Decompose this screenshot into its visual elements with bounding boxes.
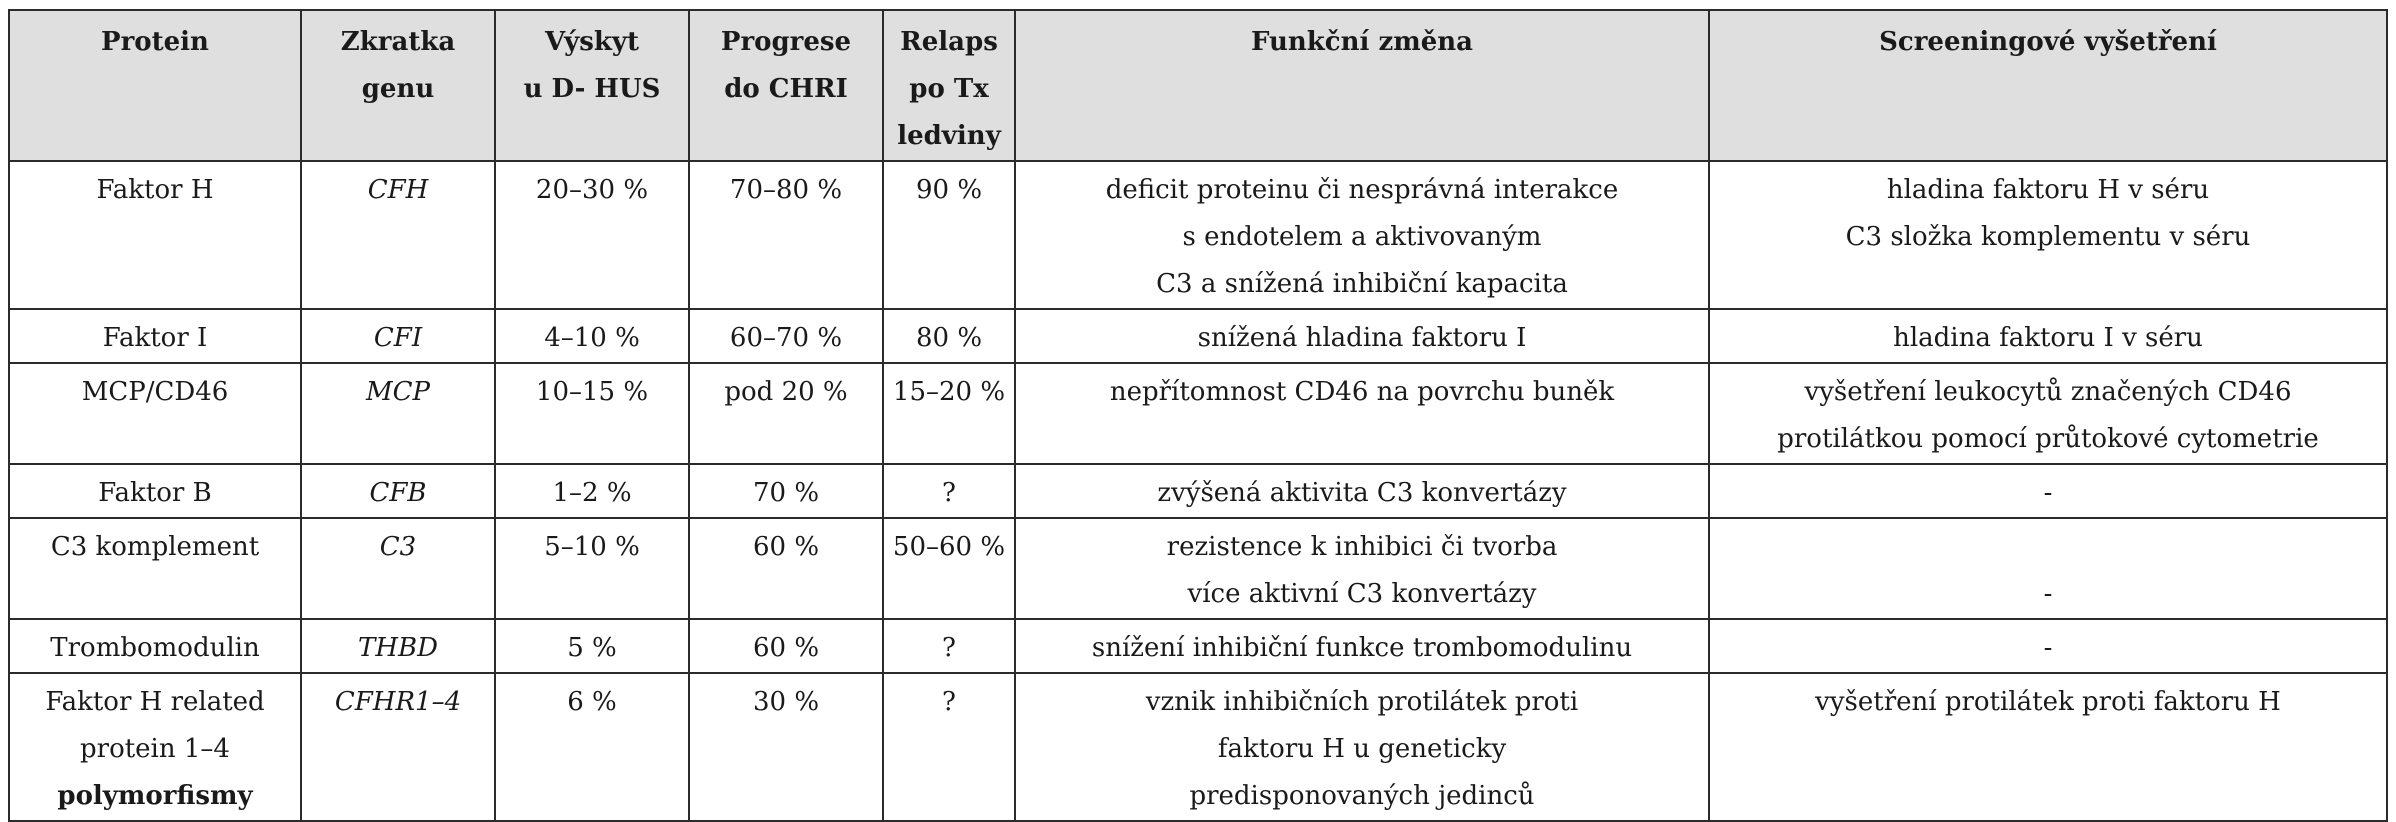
table-row <box>9 464 2387 518</box>
cell-gene: C3 <box>301 518 495 619</box>
table-row <box>9 518 2387 619</box>
cell-screening <box>1709 161 2387 309</box>
cell-function <box>1015 309 1709 363</box>
cell-line: rezistence k inhibici či tvorba <box>1166 532 1558 562</box>
cell-line: nepřítomnost CD46 na povrchu buněk <box>1109 377 1615 407</box>
cell-function <box>1015 619 1709 673</box>
header-line: Progrese <box>720 27 852 57</box>
header-protein <box>9 10 301 161</box>
table-row <box>9 161 2387 309</box>
cell-progression: 70 % <box>689 464 883 518</box>
cell-line: Faktor H <box>96 175 214 205</box>
header-gene <box>301 10 495 161</box>
cell-line: s endotelem a aktivovaným <box>1182 222 1542 252</box>
cell-relapse: 80 % <box>883 309 1015 363</box>
cell-incidence: 1–2 % <box>495 464 689 518</box>
header-line: Funkční změna <box>1250 27 1474 57</box>
cell-line: vyšetření protilátek proti faktoru H <box>1815 687 2281 717</box>
cell-protein <box>9 673 301 821</box>
cell-relapse: 90 % <box>883 161 1015 309</box>
cell-line: Faktor I <box>102 323 208 353</box>
header-line: do CHRI <box>724 74 848 104</box>
cell-line: polymorfismy <box>57 781 253 811</box>
cell-protein <box>9 464 301 518</box>
cell-incidence: 6 % <box>495 673 689 821</box>
cell-function <box>1015 161 1709 309</box>
header-row <box>9 10 2387 161</box>
header-function <box>1015 10 1709 161</box>
cell-line: MCP/CD46 <box>81 377 229 407</box>
header-line: Výskyt <box>545 27 639 57</box>
header-line: Relaps <box>900 27 998 57</box>
cell-gene: CFB <box>301 464 495 518</box>
cell-relapse: ? <box>883 673 1015 821</box>
cell-gene: CFI <box>301 309 495 363</box>
cell-line: - <box>2043 579 2053 609</box>
cell-screening <box>1709 363 2387 464</box>
cell-progression: 60 % <box>689 518 883 619</box>
cell-screening <box>1709 673 2387 821</box>
header-line: po Tx <box>909 74 989 104</box>
cell-screening <box>1709 309 2387 363</box>
cell-line: hladina faktoru I v séru <box>1893 323 2203 353</box>
cell-line: protilátkou pomocí průtokové cytometrie <box>1777 424 2319 454</box>
cell-progression: 70–80 % <box>689 161 883 309</box>
header-line: ledviny <box>897 121 1001 151</box>
cell-line: deficit proteinu či nesprávná interakce <box>1105 175 1619 205</box>
table-row <box>9 309 2387 363</box>
cell-line: C3 složka komplementu v séru <box>1845 222 2251 252</box>
cell-screening <box>1709 464 2387 518</box>
cell-function <box>1015 518 1709 619</box>
header-progression <box>689 10 883 161</box>
cell-screening <box>1709 518 2387 619</box>
cell-relapse: 50–60 % <box>883 518 1015 619</box>
table-row <box>9 673 2387 821</box>
cell-line: Trombomodulin <box>50 633 260 663</box>
cell-progression: 60–70 % <box>689 309 883 363</box>
table-row <box>9 363 2387 464</box>
header-line: u D- HUS <box>523 74 661 104</box>
cell-relapse: 15–20 % <box>883 363 1015 464</box>
header-line: genu <box>361 74 435 104</box>
cell-line: snížení inhibiční funkce trombomodulinu <box>1091 633 1633 663</box>
cell-function <box>1015 673 1709 821</box>
cell-function <box>1015 363 1709 464</box>
cell-line: C3 a snížená inhibiční kapacita <box>1156 269 1568 299</box>
cell-line: protein 1–4 <box>80 734 230 764</box>
cell-gene: CFHR1–4 <box>301 673 495 821</box>
cell-line: více aktivní C3 konvertázy <box>1187 579 1537 609</box>
cell-protein <box>9 518 301 619</box>
cell-incidence: 5–10 % <box>495 518 689 619</box>
cell-screening <box>1709 619 2387 673</box>
cell-line: vznik inhibičních protilátek proti <box>1145 687 1579 717</box>
cell-relapse: ? <box>883 464 1015 518</box>
header-relapse <box>883 10 1015 161</box>
cell-line: - <box>2043 633 2053 663</box>
cell-incidence: 4–10 % <box>495 309 689 363</box>
cell-relapse: ? <box>883 619 1015 673</box>
cell-incidence: 5 % <box>495 619 689 673</box>
cell-progression: 60 % <box>689 619 883 673</box>
cell-line: - <box>2043 478 2053 508</box>
cell-gene: CFH <box>301 161 495 309</box>
cell-progression: 30 % <box>689 673 883 821</box>
header-line: Screeningové vyšetření <box>1879 27 2217 57</box>
cell-line: zvýšená aktivita C3 konvertázy <box>1157 478 1567 508</box>
cell-line: Faktor H related <box>45 687 265 717</box>
cell-protein <box>9 161 301 309</box>
cell-gene: THBD <box>301 619 495 673</box>
cell-protein <box>9 363 301 464</box>
header-incidence <box>495 10 689 161</box>
cell-line: faktoru H u geneticky <box>1217 734 1507 764</box>
cell-incidence: 20–30 % <box>495 161 689 309</box>
cell-protein <box>9 309 301 363</box>
cell-function <box>1015 464 1709 518</box>
header-line: Zkratka <box>340 27 456 57</box>
data-table <box>8 9 2388 822</box>
cell-line: hladina faktoru H v séru <box>1886 175 2210 205</box>
cell-protein <box>9 619 301 673</box>
header-screening <box>1709 10 2387 161</box>
cell-line: snížená hladina faktoru I <box>1197 323 1527 353</box>
cell-progression: pod 20 % <box>689 363 883 464</box>
header-line: Protein <box>101 27 209 57</box>
cell-line: vyšetření leukocytů značených CD46 <box>1804 377 2292 407</box>
cell-incidence: 10–15 % <box>495 363 689 464</box>
cell-gene: MCP <box>301 363 495 464</box>
cell-line: C3 komplement <box>50 532 260 562</box>
cell-line: Faktor B <box>98 478 212 508</box>
table-row <box>9 619 2387 673</box>
cell-line: predisponovaných jedinců <box>1189 781 1535 811</box>
